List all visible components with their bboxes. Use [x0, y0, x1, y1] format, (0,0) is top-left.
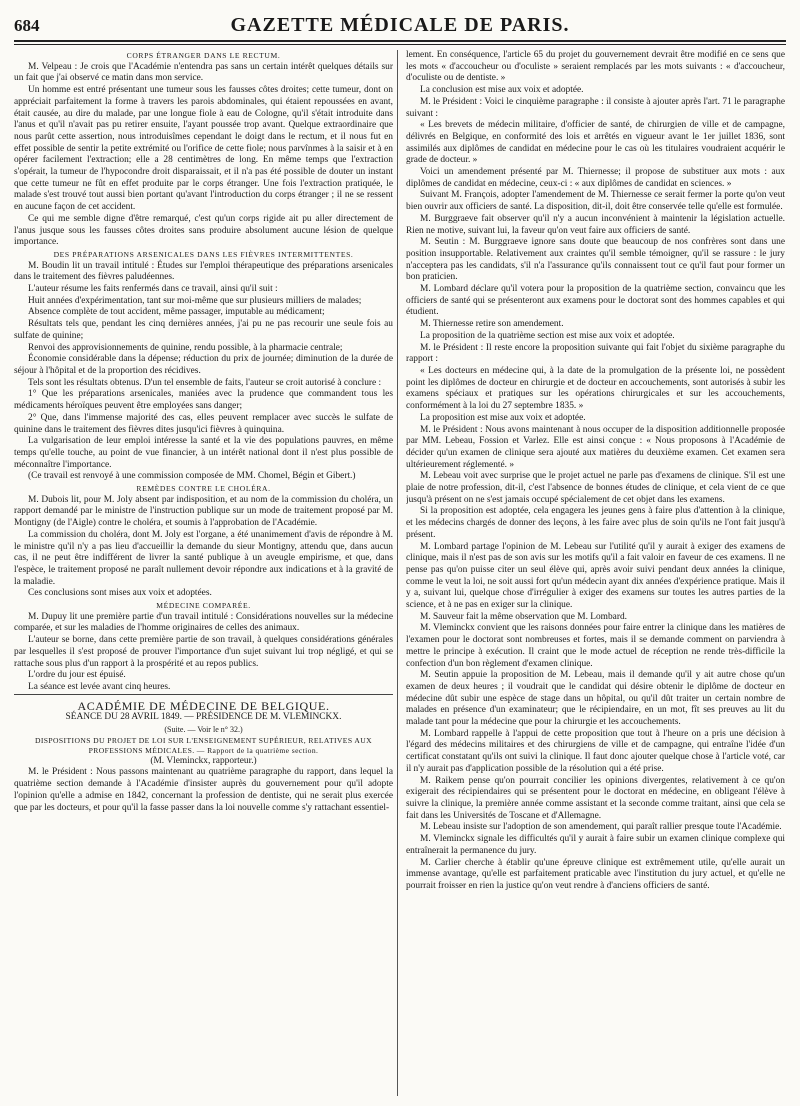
paragraph: M. Seutin appuie la proposition de M. Lebeau, mais il demande qu'il y ait autre chose qu'un examen de deux heures ; il voudrait que le candidat qui désire obtenir le diplôme de docteur en médecine dût subir une espèce de stage dans un hôpital, ou qu'il dût traiter un certain nombre de malades en présence d'un examinateur; que le récipiendaire, en un mot, fît ses preuves au lit du malade tant pour la médecine que pour la chirurgie et les accouchements. — [406, 670, 785, 728]
section-title: CORPS ÉTRANGER DANS LE RECTUM. — [126, 51, 281, 60]
paragraph: Si la proposition est adoptée, cela engagera les jeunes gens à faire plus d'attention à la clinique, et les médecins chargés de donner des leçons, à les faire avec plus de soin qu'ils ne l'ont fait jusqu'à présent. — [406, 506, 785, 540]
paragraph: Huit années d'expérimentation, tant sur moi-même que sur plusieurs milliers de malades; — [28, 295, 362, 306]
right-column — [406, 50, 785, 1096]
header-rule — [14, 40, 786, 42]
paragraph: Économie considérable dans la dépense; réduction du prix de journée; diminution de la durée de séjour à l'hôpital et de la proportion des récidives. — [14, 354, 393, 376]
paragraph: M. Vleminckx convient que les raisons données pour faire entrer la clinique dans les matières de l'examen pour le doctorat sont nombreuses et fortes, mais il se demande comment on parviendra à mettre le principe à exécution. Il craint que le mode actuel de réception ne rende très-difficile la confection d'un bon règlement d'examen clinique. — [406, 623, 785, 669]
paragraph: M. le Président : Voici le cinquième paragraphe : il consiste à ajouter après l'art. 71 le paragraphe suivant : — [406, 96, 785, 119]
paragraph: L'auteur se borne, dans cette première partie de son travail, à quelques considérations générales par lesquelles il s'est proposé de prouver l'importance d'un sujet suivant lui trop négligé, et qui se rattache sous plus d'un rapport à la prospérité et au repos publics. — [14, 635, 393, 669]
paragraph: M. Dubois lit, pour M. Joly absent par indisposition, et au nom de la commission du choléra, un rapport demandé par le ministre de l'instruction publique sur un mode de traitement proposé par M. Montigny (de l'Aigle) contre le choléra, et soumis à l'approbation de l'Académie. — [14, 494, 393, 529]
paragraph: Ces conclusions sont mises aux voix et adoptées. — [28, 588, 212, 599]
paragraph: Tels sont les résultats obtenus. D'un tel ensemble de faits, l'auteur se croit autorisé à conclure : — [28, 377, 382, 388]
paragraph: M. Burggraeve fait observer qu'il n'y a aucun inconvénient à maintenir la législation actuelle. Rien ne motive, suivant lui, la faveur qu'on veut faire aux officiers de santé. — [406, 213, 785, 236]
paragraph: M. Carlier cherche à établir qu'une épreuve clinique est extrêmement utile, qu'elle aurait un immense avantage, qu'elle est parfaitement praticable avec l'institution du jury actuel, et qu'elle ne pourrait froisser en rien la justice qu'on veut rendre à d'anciens officiers de santé. — [406, 857, 785, 891]
paragraph: La commission du choléra, dont M. Joly est l'organe, a été unanimement d'avis de répondre à M. le ministre qu'il n'y a pas lieu d'accueillir la demande du sieur Montigny, attendu que, dans aucun cas, il ne peut être indifférent de livrer la santé publique à un aveugle empirisme, et que, dans l'espèce, le traitement proposé ne paraît nullement devoir répondre aux indications et à la gravité de la maladie. — [14, 529, 393, 587]
column-divider — [397, 50, 398, 1096]
paragraph: La proposition est mise aux voix et adoptée. — [420, 412, 586, 423]
seance-line: SÉANCE DU 28 AVRIL 1849. — PRÉSIDENCE DE M. VLEMINCKX. — [65, 712, 342, 723]
paragraph: Résultats tels que, pendant les cinq dernières années, j'ai pu ne pas recourir une seule fois au sulfate de quinine; — [14, 319, 393, 341]
paragraph: Absence complète de tout accident, même passager, imputable au médicament; — [28, 307, 325, 318]
paragraph: Ce qui me semble digne d'être remarqué, c'est qu'un corps rigide ait pu aller directement de l'anus jusque sous les fausses côtes droites sans produire absolument aucune lésion de quelque importance. — [14, 213, 393, 248]
paragraph: Suivant M. François, adopter l'amendement de M. Thiernesse ce serait fermer la porte qu'on veut bien ouvrir aux officiers de santé. La disposition, dit-il, doit être conservée telle qu'elle est formulée. — [406, 190, 785, 213]
page-number: 684 — [14, 16, 40, 35]
left-column — [14, 50, 393, 1096]
paragraph: M. Sauveur fait la même observation que M. Lombard. — [420, 611, 627, 622]
paragraph: Renvoi des approvisionnements de quinine, rendu possible, à la pharmacie centrale; — [28, 342, 343, 353]
paragraph: M. Vleminckx signale les difficultés qu'il y aurait à faire subir un examen clinique complexe qui entraînerait la permanence du jury. — [406, 834, 785, 856]
suite-note: (Suite. — Voir le n° 32.) — [164, 725, 243, 735]
rapporteur-line: (M. Vleminckx, rapporteur.) — [150, 755, 257, 766]
paragraph: M. Dupuy lit une première partie d'un travail intitulé : Considérations nouvelles sur la médecine comparée, et sur les maladies de l'homme originaires de celles des animaux. — [14, 611, 393, 634]
paragraph: M. Lombard partage l'opinion de M. Lebeau sur l'utilité qu'il y aurait à exiger des examens de clinique, mais il n'est pas de son avis sur les motifs qu'il a fait valoir en faveur de ces examens. Il ne pense pas qu'on puisse citer un seul élève qui, après avoir suivi pendant deux années la clinique, comme le veut la loi, ne soit aussi fort qu'un médecin ayant dix années d'expérience pratique. Mais il y a, suivant lui, quelque chose d'irrégulier à exiger des examens sur toutes les autres parties de la science, et à ne pas en exiger sur la clinique. — [406, 541, 785, 611]
section-title: MÉDECINE COMPARÉE. — [156, 601, 251, 611]
academy-title: ACADÉMIE DE MÉDECINE DE BELGIQUE. — [14, 694, 393, 713]
paragraph: « Les brevets de médecin militaire, d'officier de santé, de chirurgien de ville et de campagne, délivrés en Belgique, en conformité des lois et arrêtés en vigueur avant le 1er juillet 1836, sont assimilés aux diplômes de candidat en médecine pour le cas où les titulaires voudraient acquérir le grade de docteur. » — [406, 120, 785, 166]
paragraph: M. Raikem pense qu'on pourrait concilier les opinions divergentes, relativement à ce qu'on exigerait des récipiendaires qui se présentent pour le doctorat en médecine, en obligeant l'élève à suivre la clinique, la première année comme assistant et la seconde comme traitant, ainsi que cela se fait dans les Universités de Toscane et d'Allemagne. — [406, 775, 785, 821]
paragraph: La séance est levée avant cinq heures. — [28, 681, 171, 692]
paragraph: La conclusion est mise aux voix et adoptée. — [420, 85, 584, 96]
page-header — [14, 16, 786, 42]
paragraph: 2° Que, dans l'immense majorité des cas, elles peuvent remplacer avec succès le sulfate de quinine dans le traitement des fièvres dites jusqu'ici fièvres à quinquina. — [14, 412, 393, 435]
paragraph: M. Seutin : M. Burggraeve ignore sans doute que beaucoup de nos confrères sont dans une position insupportable. Relativement aux craintes qu'il semble témoigner, qu'il se rassure : le jury n'acceptera pas les candidats, s'il n'a l'assurance qu'ils connaissent tout ce qu'il faut pour former un bon praticien. — [406, 237, 785, 283]
paragraph: L'auteur résume les faits renfermés dans ce travail, ainsi qu'il suit : — [28, 284, 278, 295]
paragraph: (Ce travail est renvoyé à une commission composée de MM. Chomel, Bégin et Gibert.) — [28, 471, 356, 482]
paragraph: M. Lebeau voit avec surprise que le projet actuel ne parle pas d'examens de clinique. S'il est une plaie de notre profession, dit-il, c'est l'absence de bonnes études de clinique, et cela vient de ce que jusqu'à présent on ne s'est jamais occupé spécialement de cet objet dans les examens. — [406, 471, 785, 505]
paragraph: 1° Que les préparations arsenicales, maniées avec la prudence que commandent tous les médicaments héroïques peuvent être employées sans danger; — [14, 389, 393, 412]
paragraph: M. Lombard rappelle à l'appui de cette proposition que tout à l'heure on a pris une décision à l'égard des médecins militaires et des chirurgiens de ville et de campagne, qui entraîne l'idée d'un certificat constatant qu'ils ont suivi la clinique. Il faut donc ajouter quelque chose à l'article voté, car il n'y aurait pas d'application possible de la résolution qui a été prise. — [406, 728, 785, 774]
section-title: DES PRÉPARATIONS ARSENICALES DANS LES FIÈVRES INTERMITTENTES. — [53, 249, 354, 259]
paragraph: M. Lebeau insiste sur l'adoption de son amendement, qui paraît rallier presque toute l'Académie. — [420, 822, 782, 833]
paragraph: M. Velpeau : Je crois que l'Académie n'entendra pas sans un certain intérêt quelques détails sur un fait que j'ai observé ce matin dans mon service. — [14, 61, 393, 84]
paragraph: M. le Président : Il reste encore la proposition suivante qui fait l'objet du sixième paragraphe du rapport : — [406, 342, 785, 365]
paragraph: Un homme est entré présentant une tumeur sous les fausses côtes droites; cette tumeur, dont on appréciait parfaitement la forme à travers les parois abdominales, qui étaient repoussées en avant, était causée, au dire du malade, par une longue fiole à eau de Cologne, qu'il s'était introduite dans l'anus et qu'il n'avait pas pu retirer ensuite, l'ayant poussée trop avant. Quelque extraordinaire que nous parût cette assertion, nous introduisîmes cependant le doigt dans le rectum, et il nous fut en effet possible de sentir la petite extrémité ou l'orifice de cette fiole; nous parvînmes à la saisir et à en opérer facilement l'extraction; elle a 28 centimètres de long. En même temps que l'extraction s'opérait, la tumeur de l'hypocondre droit disparaissait, et il n'a pas été possible de douter un instant que cette tumeur ne fût en effet produite par le corps étranger. Une fois l'extraction pratiquée, le malade s'est trouvé tout aussi bien portant qu'avant l'introduction du corps étranger ; il ne se ressent en aucune façon de cet accident. — [14, 85, 393, 213]
paragraph: La vulgarisation de leur emploi intéresse la santé et la vie des populations pauvres, en même temps qu'elle touche, au point de vue financier, à un intérêt national dont il n'est plus possible de méconnaître l'importance. — [14, 436, 393, 470]
paragraph: M. Thiernesse retire son amendement. — [420, 319, 564, 330]
paragraph: La proposition de la quatrième section est mise aux voix et adoptée. — [420, 330, 675, 341]
paragraph: L'ordre du jour est épuisé. — [28, 670, 126, 681]
header-rule-thin — [14, 44, 786, 45]
paragraph: M. Lombard déclare qu'il votera pour la proposition de la quatrième section, convaincu que les officiers de santé qui se présenteront aux examens pour le doctorat sont des hommes capables et qui étudient. — [406, 284, 785, 318]
journal-title: GAZETTE MÉDICALE DE PARIS. — [230, 14, 570, 36]
dispositions-title: DISPOSITIONS DU PROJET DE LOI SUR L'ENSEIGNEMENT SUPÉRIEUR, RELATIVES AUX PROFESSIONS MÉDICALES. — Rapport de la quatrième section. — [34, 735, 372, 755]
paragraph: M. le Président : Nous avons maintenant à nous occuper de la disposition additionnelle proposée par MM. Lebeau, Fossion et Varlez. Elle est ainsi conçue : « Nous proposons à l'Académie de décider qu'un examen de clinique sera ajouté aux matières du deuxième examen. Cet examen sera ultérieurement réglementé. » — [406, 424, 785, 470]
paragraph: « Les docteurs en médecine qui, à la date de la promulgation de la présente loi, ne possèdent point les diplômes de docteur en chirurgie et de docteur en accouchements, sont autorisés à subir les examens spéciaux et pratiques sur les opérations chirurgicales et sur les accouchements, conformément à la loi du 27 septembre 1835. » — [406, 365, 785, 412]
paragraph: M. Boudin lit un travail intitulé : Études sur l'emploi thérapeutique des préparations arsenicales dans le traitement des fièvres paludéennes. — [14, 260, 393, 283]
paragraph: Voici un amendement présenté par M. Thiernesse; il propose de substituer aux mots : aux diplômes de candidat en médecine, ceux-ci : « aux diplômes de candidat en sciences. » — [406, 167, 785, 189]
paragraph: M. le Président : Nous passons maintenant au quatrième paragraphe du rapport, dans lequel la quatrième section demande à l'Académie d'insister auprès du gouvernement pour qu'il adopte l'opinion qu'elle a admise en 1842, concernant la profession de dentiste, qui ne serait plus exercée que par les docteurs, et pour qu'il la fasse passer dans la loi nouvelle comme s'y rattachant essentiel- — [14, 767, 393, 813]
paragraph: lement. En conséquence, l'article 65 du projet du gouvernement devrait être modifié en ce sens que les mots « d'accoucheur ou d'oculiste » seraient remplacés par les mots suivants : « d'accoucheur, d'oculiste ou de dentiste. » — [406, 50, 785, 84]
section-title: REMÈDES CONTRE LE CHOLÉRA. — [136, 484, 271, 494]
